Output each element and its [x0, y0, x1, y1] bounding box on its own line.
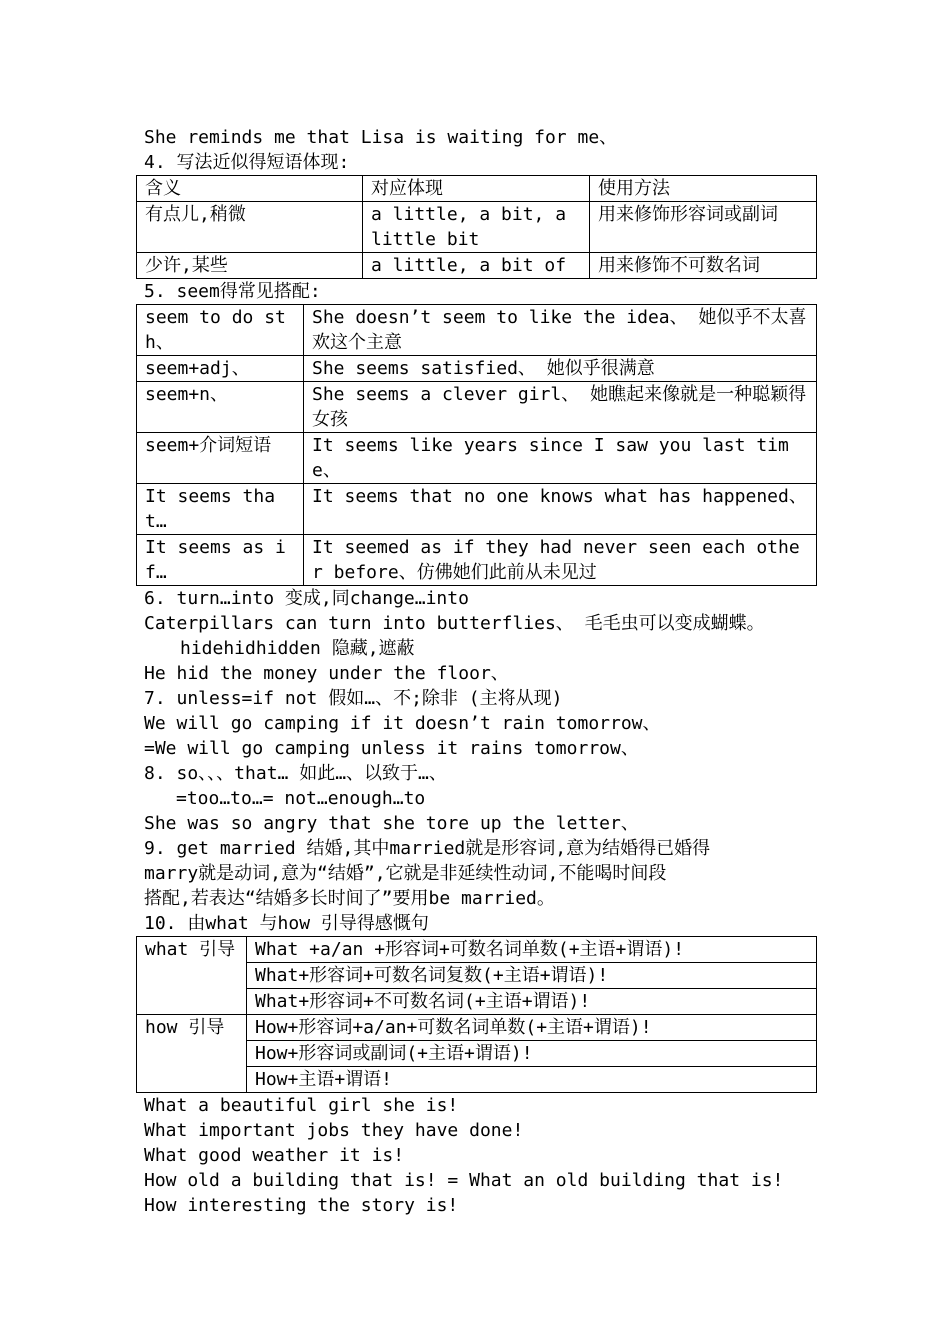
document-content [144, 125, 824, 1218]
table-cell: What+形容词+可数名词复数(+主语+谓语)! [247, 963, 817, 989]
phrase-table [136, 175, 817, 279]
section-heading-10: 10. 由what 与how 引导得感慨句 [144, 913, 429, 934]
table-row [137, 484, 817, 535]
table-cell: a little, a bit of [363, 253, 590, 279]
table-cell: It seems as if… [137, 535, 304, 586]
table-header-cell: 使用方法 [590, 176, 817, 202]
seem-table [136, 304, 817, 586]
example-sentence: How old a building that is! = What an old building that is! [144, 1170, 784, 1191]
text-line: She reminds me that Lisa is waiting for me、 [144, 127, 618, 148]
example-sentence: How interesting the story is! [144, 1195, 459, 1216]
table-cell: It seems like years since I saw you last time、 [304, 433, 817, 484]
table-cell: She seems a clever girl、 她瞧起来像就是一种聪颖得女孩 [304, 382, 817, 433]
table-cell: It seems that… [137, 484, 304, 535]
table-row [137, 1015, 817, 1041]
table-row [137, 937, 817, 963]
table-header-cell: 对应体现 [363, 176, 590, 202]
group-label: what 引导 [137, 937, 247, 1015]
text-line: 9. get married 结婚,其中married就是形容词,意为结婚得已婚得 [144, 838, 711, 859]
table-cell: a little, a bit, a little bit [363, 202, 590, 253]
table-cell: What+形容词+不可数名词(+主语+谓语)! [247, 989, 817, 1015]
text-line: 8. so、、、that… 如此…、以致于…、 [144, 763, 447, 784]
text-line: 搭配,若表达“结婚多长时间了”要用be married。 [144, 888, 555, 909]
table-row [137, 253, 817, 279]
section-heading-5: 5. seem得常见搭配: [144, 281, 321, 302]
table-cell: 用来修饰不可数名词 [590, 253, 817, 279]
table-row [137, 382, 817, 433]
table-row [137, 356, 817, 382]
table-cell: seem+介词短语 [137, 433, 304, 484]
table-cell: 少许,某些 [137, 253, 363, 279]
table-cell: How+形容词或副词(+主语+谓语)! [247, 1041, 817, 1067]
text-line: He hid the money under the floor、 [144, 663, 509, 684]
text-line: 7. unless=if not 假如…、不;除非 (主将从现) [144, 688, 563, 709]
example-sentence: What important jobs they have done! [144, 1120, 524, 1141]
table-cell: What +a/an +形容词+可数名词单数(+主语+谓语)! [247, 937, 817, 963]
table-cell: How+主语+谓语! [247, 1067, 817, 1093]
text-line: She was so angry that she tore up the letter、 [144, 813, 639, 834]
table-cell: seem+n、 [137, 382, 304, 433]
table-cell: It seemed as if they had never seen each other before、仿佛她们此前从未见过 [304, 535, 817, 586]
table-cell: 有点儿,稍微 [137, 202, 363, 253]
table-cell: She seems satisfied、 她似乎很满意 [304, 356, 817, 382]
table-cell: It seems that no one knows what has happened、 [304, 484, 817, 535]
text-line: marry就是动词,意为“结婚”,它就是非延续性动词,不能喝时间段 [144, 863, 667, 884]
table-cell: How+形容词+a/an+可数名词单数(+主语+谓语)! [247, 1015, 817, 1041]
group-label: how 引导 [137, 1015, 247, 1093]
text-line: We will go camping if it doesn’t rain tomorrow、 [144, 713, 661, 734]
text-line: =too…to…= not…enough…to [176, 788, 426, 809]
table-row [137, 535, 817, 586]
table-row [137, 433, 817, 484]
table-header-row [137, 176, 817, 202]
example-sentence: What a beautiful girl she is! [144, 1095, 459, 1116]
table-row [137, 305, 817, 356]
table-cell: seem+adj、 [137, 356, 304, 382]
text-line: =We will go camping unless it rains tomorrow、 [144, 738, 639, 759]
text-line: hidehidhidden 隐藏,遮蔽 [180, 638, 415, 659]
table-cell: seem to do sth、 [137, 305, 304, 356]
text-line: Caterpillars can turn into butterflies、 毛毛虫可以变成蝴蝶。 [144, 613, 765, 634]
section-heading-4: 4. 写法近似得短语体现: [144, 152, 350, 173]
table-cell: 用来修饰形容词或副词 [590, 202, 817, 253]
table-cell: She doesn’t seem to like the idea、 她似乎不太喜欢这个主意 [304, 305, 817, 356]
table-header-cell: 含义 [137, 176, 363, 202]
text-line: 6. turn…into 变成,同change…into [144, 588, 469, 609]
example-sentence: What good weather it is! [144, 1145, 405, 1166]
exclamation-table [136, 936, 817, 1093]
table-row [137, 202, 817, 253]
